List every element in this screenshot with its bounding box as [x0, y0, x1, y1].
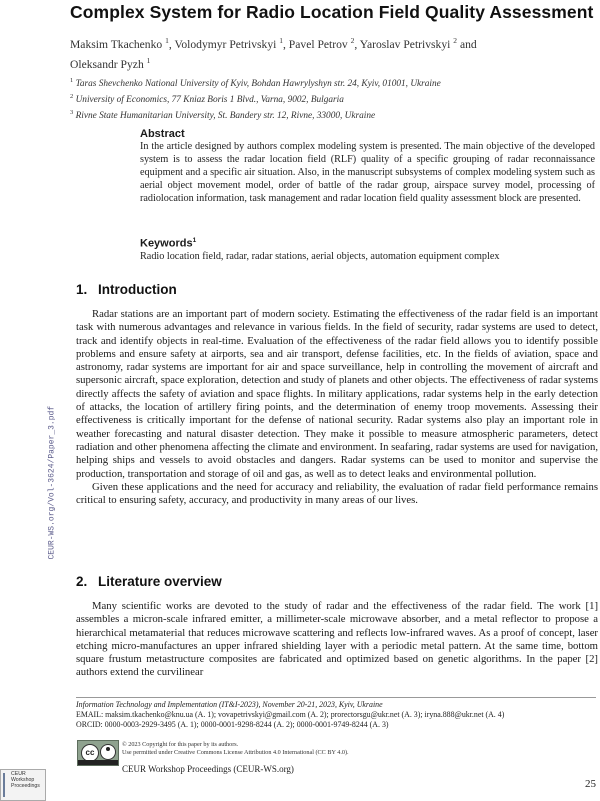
section-heading-introduction	[76, 282, 177, 297]
ceur-url-sidebar[interactable]: CEUR-WS.org/Vol-3624/Paper_3.pdf	[47, 405, 57, 560]
section-number: 2.	[76, 574, 88, 589]
ceur-logo-line: CEUR	[11, 771, 26, 777]
keywords-text: Radio location field, radar, radar stations, aerial objects, automation equipment complex	[140, 251, 500, 262]
copyright-line: © 2023 Copyright for this paper by its authors.	[122, 741, 239, 748]
author-name: Oleksandr Pyzh	[70, 57, 144, 71]
person-icon	[100, 744, 116, 760]
cc-by-license-icon	[77, 740, 119, 766]
affiliation-item	[70, 107, 590, 123]
affiliation-sup: 1	[70, 77, 74, 84]
keywords-heading	[140, 237, 196, 250]
ceur-proceedings-label: CEUR Workshop Proceedings (CEUR-WS.org)	[122, 764, 294, 774]
ceur-logo-line: Workshop	[11, 777, 35, 783]
ceur-logo-mark-icon	[3, 773, 11, 797]
section-title: Literature overview	[98, 574, 222, 589]
literature-body	[76, 600, 598, 680]
abstract-heading: Abstract	[140, 128, 185, 140]
copyright-notice	[122, 741, 592, 756]
author-name: Pavel Petrov	[288, 37, 348, 51]
abstract-text: In the article designed by authors complex modeling system is presented. The main objective of the developed system is to assess the radar location field (RLF) quality of a specific grouping of radar reconnaissance equipment and a specific air situation. Also, in the manuscript subsystems of complex modeling system such as aerial object movement model, order of battle of the radar group, airspace survey model, processing of radiolocation information, task management and radar location field quality assessment block are presented.	[140, 141, 595, 204]
orcid-line: ORCID: 0000-0003-2929-3495 (A. 1); 0000-0001-9298-8244 (A. 2); 0000-0001-9749-8244 (A. 3)	[76, 720, 389, 730]
affiliation-list	[70, 75, 590, 122]
email-line: EMAIL: maksim.tkachenko@knu.ua (A. 1); vovapetrivskyi@gmail.com (A. 2); prorectorsgu@ukr.net (A. 3); iryna.888@ukr.net (A. 4)	[76, 710, 505, 720]
footnote-block	[76, 700, 598, 731]
affiliation-sup: 2	[70, 92, 74, 100]
cc-icon: cc	[81, 744, 99, 762]
ceur-logo-line: Proceedings	[11, 783, 40, 789]
keywords-footnote-sup: 1	[192, 237, 197, 244]
license-line: Use permitted under Creative Commons License Attribution 4.0 International (CC BY 4.0).	[122, 748, 349, 756]
author-affil-sup: 1	[165, 36, 169, 45]
affiliation-text: University of Economics, 77 Kniaz Boris 1 Blvd., Varna, 9002, Bulgaria	[75, 94, 344, 105]
keywords-heading-label: Keywords	[140, 237, 193, 250]
ceur-logo	[0, 769, 46, 801]
paragraph: Given these applications and the need for accuracy and reliability, the evaluation of radar field performance remains critical to ensuring safety, accuracy, and productivity in many areas of our lives.	[76, 480, 598, 507]
affiliation-text: Rivne State Humanitarian University, St. Bandery str. 12, Rivne, 33000, Ukraine	[75, 110, 376, 121]
author-affil-sup: 1	[146, 55, 151, 65]
paragraph: Radar stations are an important part of modern society. Estimating the effectiveness of the radar field is an important task with numerous advantages and relevance in various fields. In the field of security, radar systems are used to detect, track and identify objects in real-time. Evaluation of the effectiveness of the radar field allows you to identify possible problems and ensure safety at airports, sea and air transport, defense facilities, etc. In the fields of aviation, space and astronomy, radar systems are important for air and space surveillance, help in controlling the movement of aircraft and supersonic aircraft, space exploration, detection and study of planets and other objects. The effectiveness of radar systems directly affects the safety of aviation and space flights. In military applications, radar systems help in the early detection of attacks, the location of artillery firing points, and the determination of enemy troop movements. Assessing their effectiveness is critically important for the defense of national security. Radar systems also play an important role in weather forecasting and natural disaster detection. They make it possible to measure atmospheric parameters, detect radiation and other phenomena affecting the climate and environment. In seafaring, radar systems are used for navigation, helping ships and vessels to avoid obstacles and dangers. Radar systems can be used to monitor and supervise the production, transportation and storage of oil and gas, as well as to detect leaks and environmental pollution.	[76, 308, 598, 480]
page-number: 25	[585, 778, 596, 790]
introduction-body	[76, 308, 598, 507]
ceur-logo-text	[11, 771, 40, 789]
author-affil-sup: 2	[350, 36, 355, 45]
section-title: Introduction	[98, 282, 177, 297]
author-name: Maksim Tkachenko	[70, 37, 163, 51]
affiliation-text: Taras Shevchenko National University of Kyiv, Bohdan Hawrylyshyn str. 24, Kyiv, 01001, Ukraine	[75, 79, 441, 90]
author-joiner: and	[459, 37, 477, 51]
affiliation-item	[70, 75, 590, 91]
footer-divider	[76, 697, 596, 698]
section-heading-literature-overview	[76, 574, 222, 589]
author-list: Maksim Tkachenko $^1$, Volodymyr Petrivskyi $^1$, Pavel Petrov $^2$, Yaroslav Petrivskyi $^2$ and Oleksandr Pyzh $^1$	[70, 36, 477, 71]
paper-title: Complex System for Radio Location Field Quality Assessment	[70, 2, 594, 22]
author-affil-sup: 1	[279, 36, 283, 45]
affiliation-sup: 3	[70, 108, 74, 116]
affiliation-item	[70, 91, 590, 107]
section-number: 1.	[76, 282, 88, 297]
paragraph: Many scientific works are devoted to the study of radar and the effectiveness of the radar field. The work [1] assembles a micron-scale infrared emitter, a millimeter-scale microwave absorber, and a metal reflector to propose a hierarchical metamaterial that reduces microwave scattering and reflects low-infrared waves. As a proof of concept, laser etching micro-manufactures an upper infrared shielding layer with a periodic metal pattern. At the same time, bottom square frustum metastructure composites are fabricated and optimized based on genetic algorithms. In the paper [2] authors extend the curvilinear	[76, 600, 598, 679]
author-name: Yaroslav Petrivskyi	[359, 37, 451, 51]
author-name: Volodymyr Petrivskyi	[174, 37, 277, 51]
conference-line: Information Technology and Implementation (IT&I-2023), November 20-21, 2023, Kyiv, Ukraine	[76, 700, 383, 709]
cc-badge-bar	[78, 760, 118, 765]
author-affil-sup: 2	[453, 36, 458, 45]
